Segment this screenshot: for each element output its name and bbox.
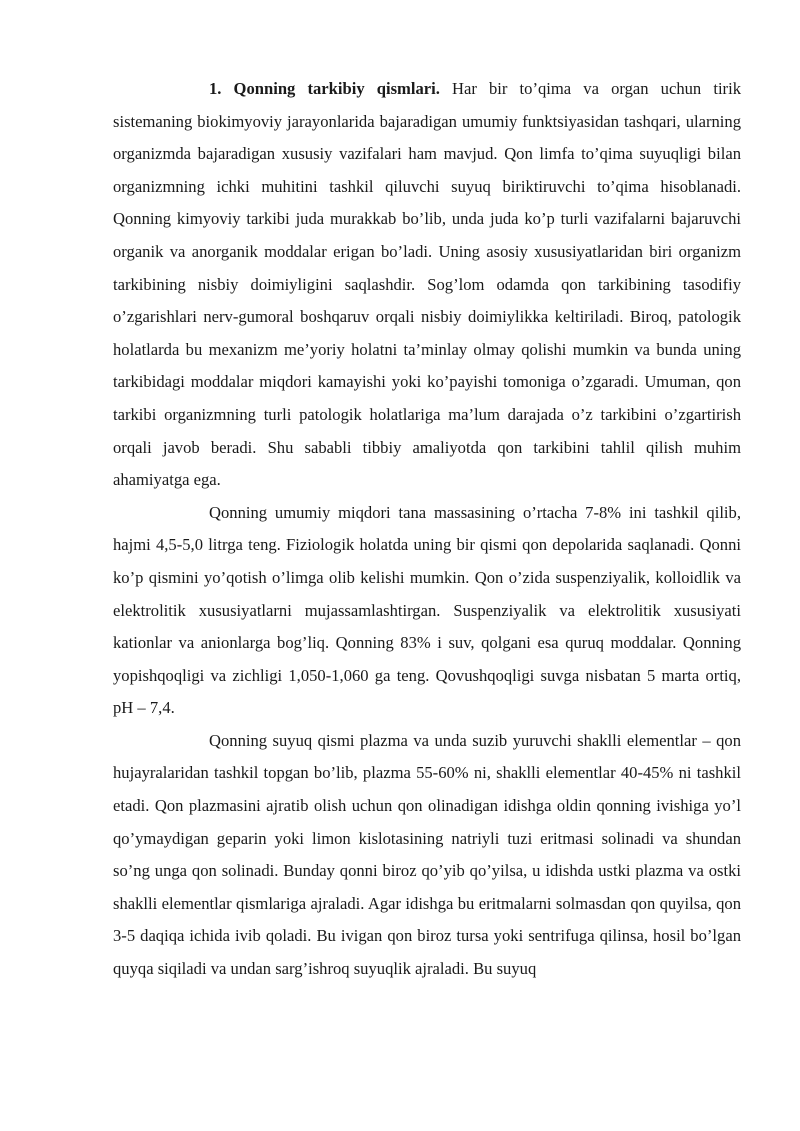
paragraph-blood-components bbox=[113, 73, 741, 497]
paragraph-plasma bbox=[113, 725, 741, 986]
document-body bbox=[113, 73, 741, 986]
paragraph-text: Qonning umumiy miqdori tana massasining o’rtacha 7-8% ini tashkil qilib, hajmi 4,5-5,0 litrga teng. Fiziologik holatda uning bir qismi qon depolarida saqlanadi. Qonni ko’p qismini yo’qotish o’limga olib kelishi mumkin. Qon o’zida suspenziyalik, kolloidlik va elektrolitik xususiyatlarni mujassamlashtirgan. Suspenziyalik va elektrolitik xususiyati kationlar va anionlarga bog’liq. Qonning 83% i suv, qolgani esa quruq moddalar. Qonning yopishqoqligi va zichligi 1,050-1,060 ga teng. Qovushqoqligi suvga nisbatan 5 marta ortiq, pH – 7,4. bbox=[113, 502, 741, 718]
section-heading: 1. Qonning tarkibiy qismlari. bbox=[209, 79, 440, 98]
paragraph-text: Har bir to’qima va organ uchun tirik sistemaning biokimyoviy jarayonlarida bajaradigan umumiy funktsiyasidan tashqari, ularning organizmda bajaradigan xususiy vazifalari ham mavjud. Qon limfa to’qima suyuqligi bilan organizmning ichki muhitini tashkil qiluvchi suyuq biriktiruvchi to’qima hisoblanadi. Qonning kimyoviy tarkibi juda murakkab bo’lib, unda juda ko’p turli vazifalarni bajaruvchi organik va anorganik moddalar erigan bo’ladi. Uning asosiy xususiyatlaridan biri organizm tarkibining nisbiy doimiyligini saqlashdir. Sog’lom odamda qon tarkibining tasodifiy o’zgarishlari nerv-gumoral boshqaruv orqali nisbiy doimiylikka keltiriladi. Biroq, patologik holatlarda bu mexanizm me’yoriy holatni ta’minlay olmay qolishi mumkin va bunda uning tarkibidagi moddalar miqdori kamayishi yoki ko’payishi tomoniga o’zgaradi. Umuman, qon tarkibi organizmning turli patologik holatlariga ma’lum darajada o’z tarkibini o’zgartirish orqali javob beradi. Shu sababli tibbiy amaliyotda qon tarkibini tahlil qilish muhim ahamiyatga ega. bbox=[113, 79, 741, 490]
paragraph-text: Qonning suyuq qismi plazma va unda suzib yuruvchi shaklli elementlar – qon hujayralaridan tashkil topgan bo’lib, plazma 55-60% ni, shaklli elementlar 40-45% ni tashkil etadi. Qon plazmasini ajratib olish uchun qon olinadigan idishga oldin qonning ivishiga yo’l qo’ymaydigan geparin yoki limon kislotasining natriyli tuzi eritmasi solinadi va shundan so’ng unga qon solinadi. Bunday qonni biroz qo’yib qo’yilsa, u idishda ustki plazma va ostki shaklli elementlar qismlariga ajraladi. Agar idishga bu eritmalarni solmasdan qon quyilsa, qon 3-5 daqiqa ichida ivib qoladi. Bu ivigan qon biroz tursa yoki sentrifuga qilinsa, hosil bo’lgan quyqa siqiladi va undan sarg’ishroq suyuqlik ajraladi. Bu suyuq bbox=[113, 730, 741, 979]
paragraph-blood-volume bbox=[113, 497, 741, 725]
